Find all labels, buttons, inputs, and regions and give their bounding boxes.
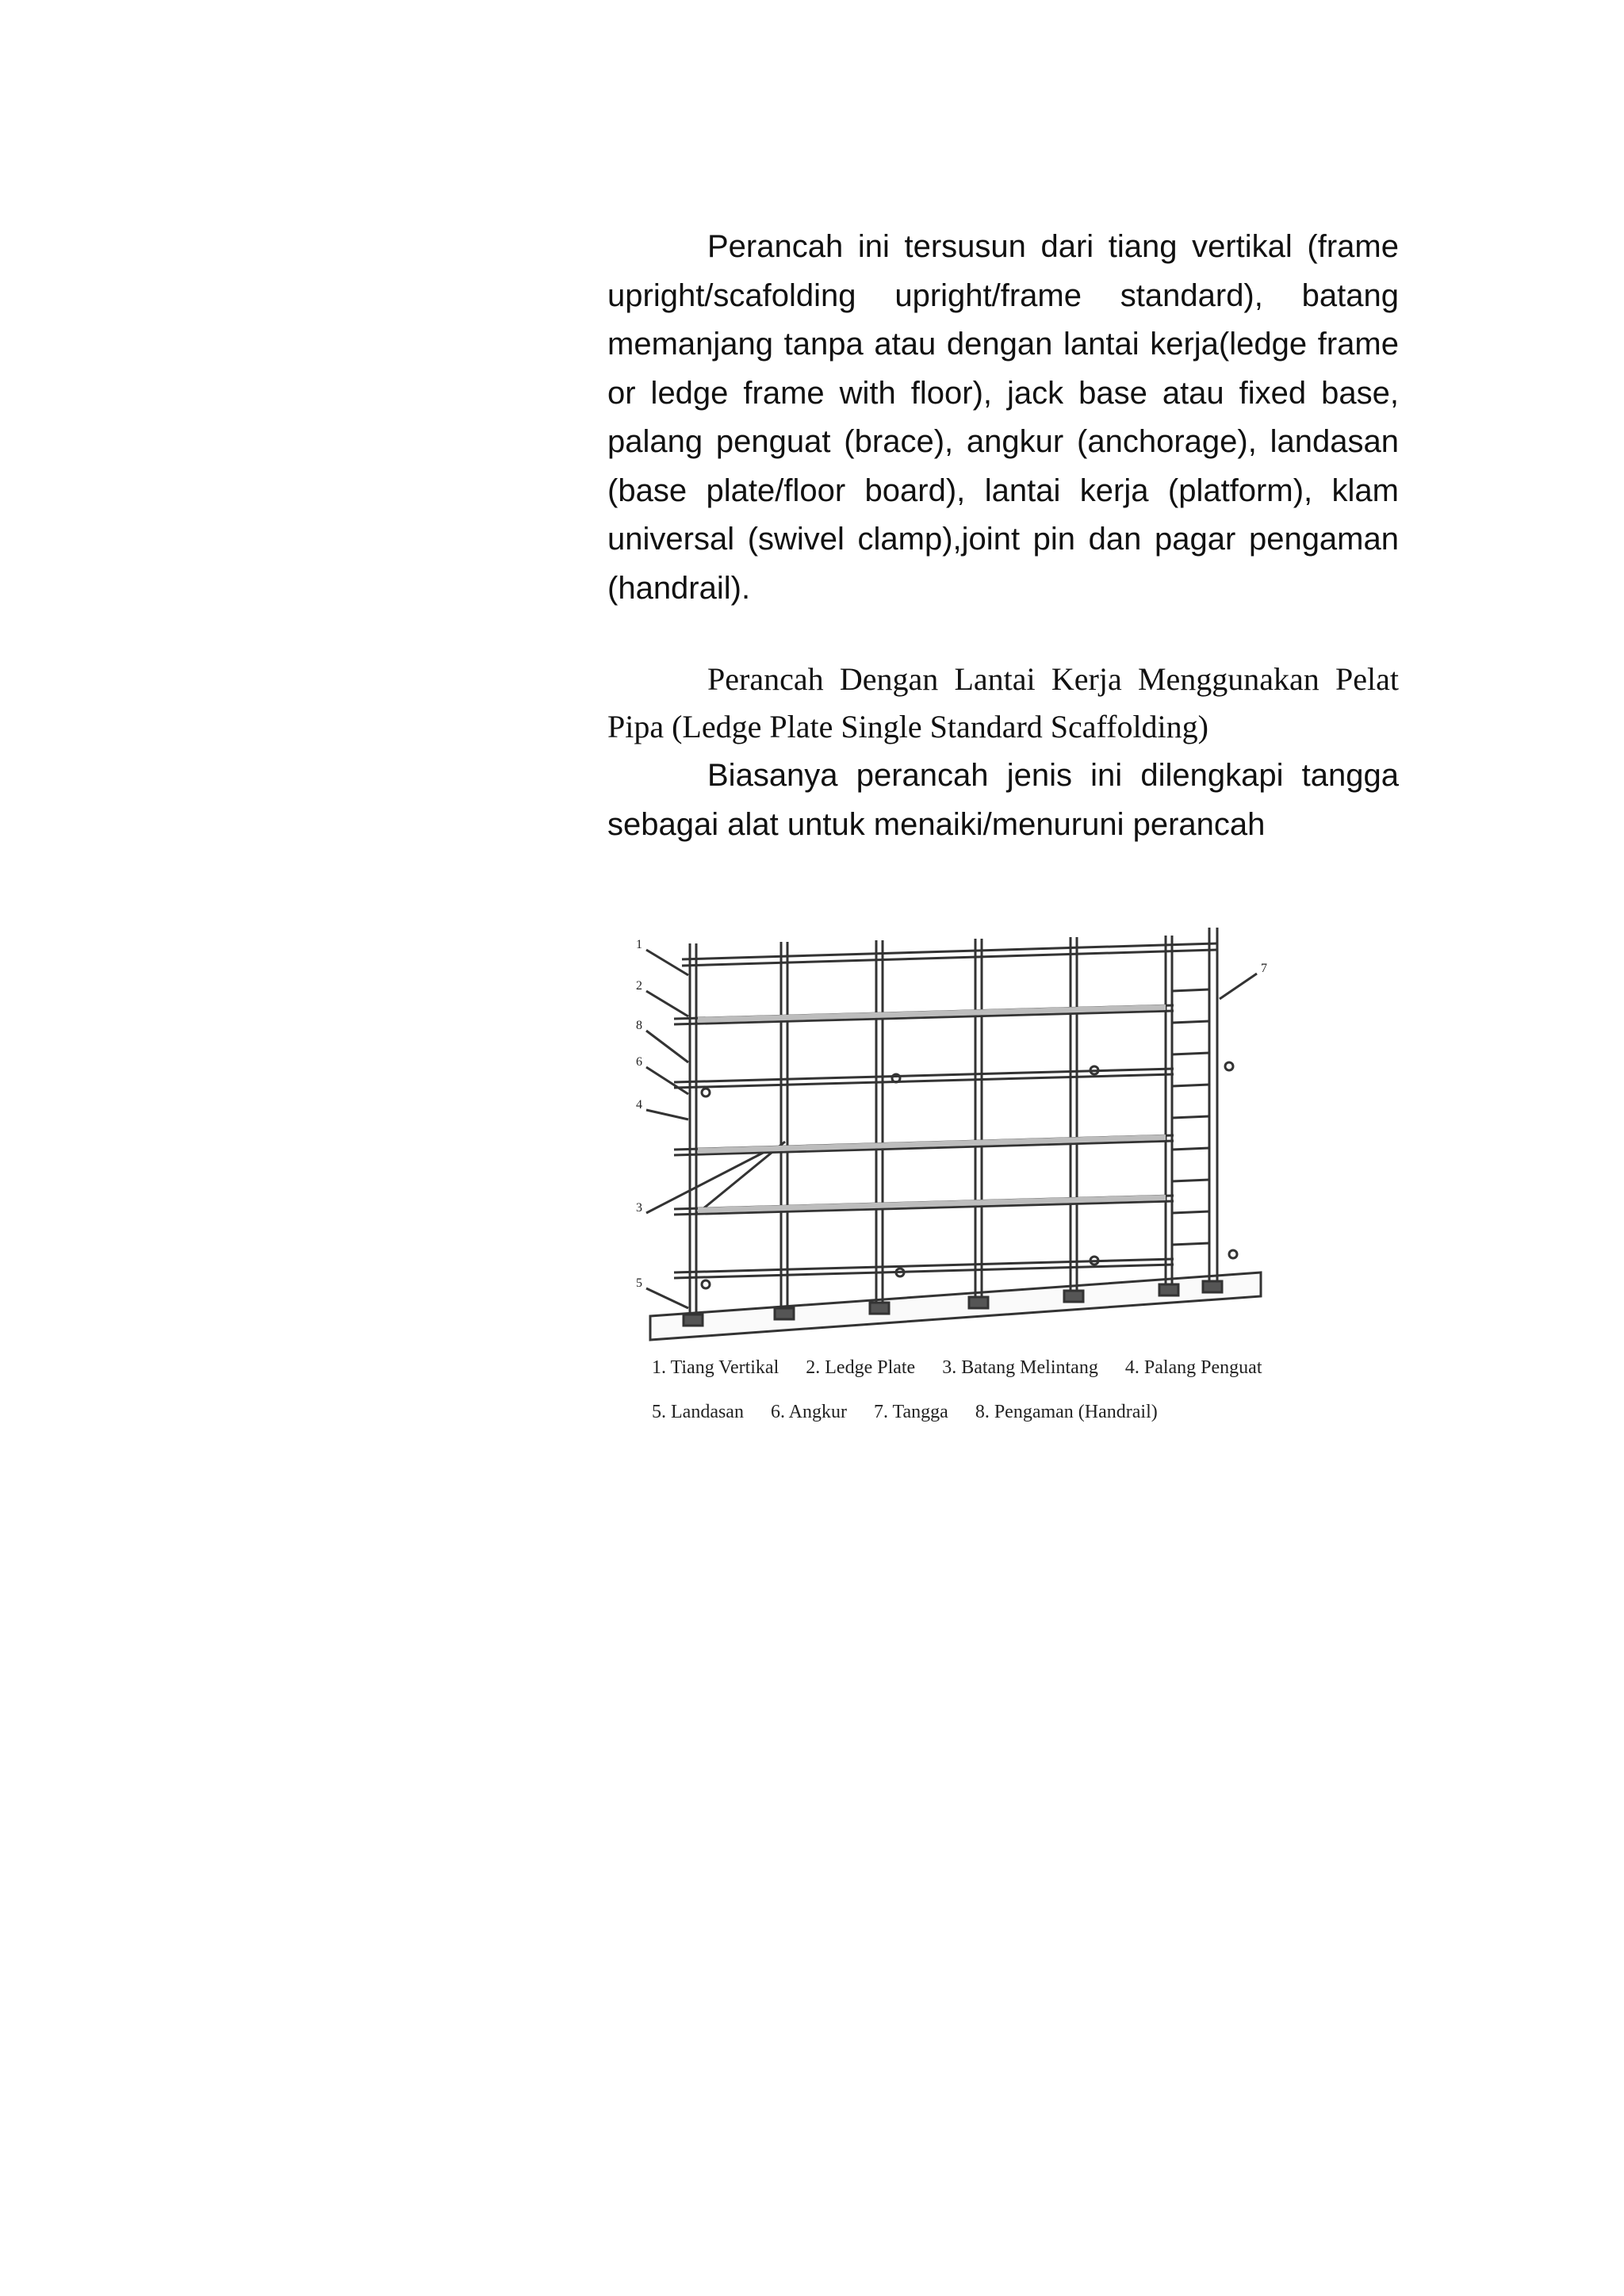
base-plate: [775, 1308, 794, 1319]
ladder-rung: [1172, 1085, 1209, 1086]
ladder-rung: [1172, 1053, 1209, 1054]
base-plate: [1064, 1291, 1083, 1302]
leader-line: [646, 991, 688, 1016]
legend-item: 3. Batang Melintang: [942, 1357, 1098, 1378]
paragraph-ladder-note: [607, 752, 1399, 849]
callout-number: 3: [636, 1201, 642, 1215]
callout-number: 5: [636, 1276, 642, 1290]
subheading-text: Perancah Dengan Lantai Kerja Menggunakan Pelat Pipa (Ledge Plate Single Standard Scaffolding): [607, 661, 1399, 744]
legend-item: 8. Pengaman (Handrail): [975, 1402, 1158, 1422]
legend-row-2: [652, 1402, 1180, 1423]
leader-line: [646, 950, 688, 975]
base-plate: [684, 1314, 703, 1326]
base-plate: [870, 1303, 889, 1314]
ladder-rung: [1172, 1243, 1209, 1245]
leader-line: [1220, 974, 1257, 999]
paragraph-subheading: [607, 656, 1399, 751]
anchor: [1225, 1062, 1233, 1070]
base-plate: [969, 1297, 988, 1308]
legend-item: 1. Tiang Vertikal: [652, 1357, 779, 1378]
callout-number: 6: [636, 1055, 642, 1069]
callout-number: 2: [636, 979, 642, 993]
legend-row-1: [652, 1357, 1284, 1379]
leader-line: [646, 1067, 688, 1094]
ladder-rung: [1172, 1148, 1209, 1150]
leader-line: [646, 1288, 688, 1308]
anchor: [702, 1089, 710, 1096]
legend-item: 5. Landasan: [652, 1402, 744, 1422]
callout-number: 8: [636, 1019, 642, 1032]
base-plate: [1203, 1281, 1222, 1292]
leader-line: [646, 1110, 688, 1119]
callout-number: 4: [636, 1098, 642, 1112]
ladder-rung: [1172, 1021, 1209, 1023]
paragraph-components: [607, 223, 1399, 613]
paragraph-text: Perancah ini tersusun dari tiang vertikal (frame upright/scafolding upright/frame standard), batang memanjang tanpa atau dengan lantai kerja(ledge frame or ledge frame with floor), jack base atau fixed base, palang penguat (brace), angkur (anchorage), landasan (base plate/floor board), lantai kerja (platform), klam universal (swivel clamp),joint pin dan pagar pengaman (handrail).: [607, 229, 1399, 606]
legend-item: 7. Tangga: [873, 1402, 948, 1422]
ladder-rung: [1172, 1116, 1209, 1118]
ladder-rung: [1172, 989, 1209, 991]
leader-line: [646, 1031, 688, 1062]
ladder-rung: [1172, 1180, 1209, 1181]
anchor: [702, 1280, 710, 1288]
paragraph-text: Biasanya perancah jenis ini dilengkapi tangga sebagai alat untuk menaiki/menuruni perancah: [607, 758, 1399, 842]
callout-number: 1: [636, 938, 642, 951]
legend-item: 2. Ledge Plate: [806, 1357, 916, 1378]
callout-number: 7: [1261, 962, 1267, 975]
legend-item: 4. Palang Penguat: [1124, 1357, 1262, 1378]
anchor: [1229, 1250, 1237, 1258]
legend-item: 6. Angkur: [770, 1402, 847, 1422]
ladder-rung: [1172, 1211, 1209, 1213]
base-plate: [1159, 1284, 1178, 1295]
anchor: [892, 1074, 900, 1082]
floor-board-plank: [650, 1272, 1261, 1340]
